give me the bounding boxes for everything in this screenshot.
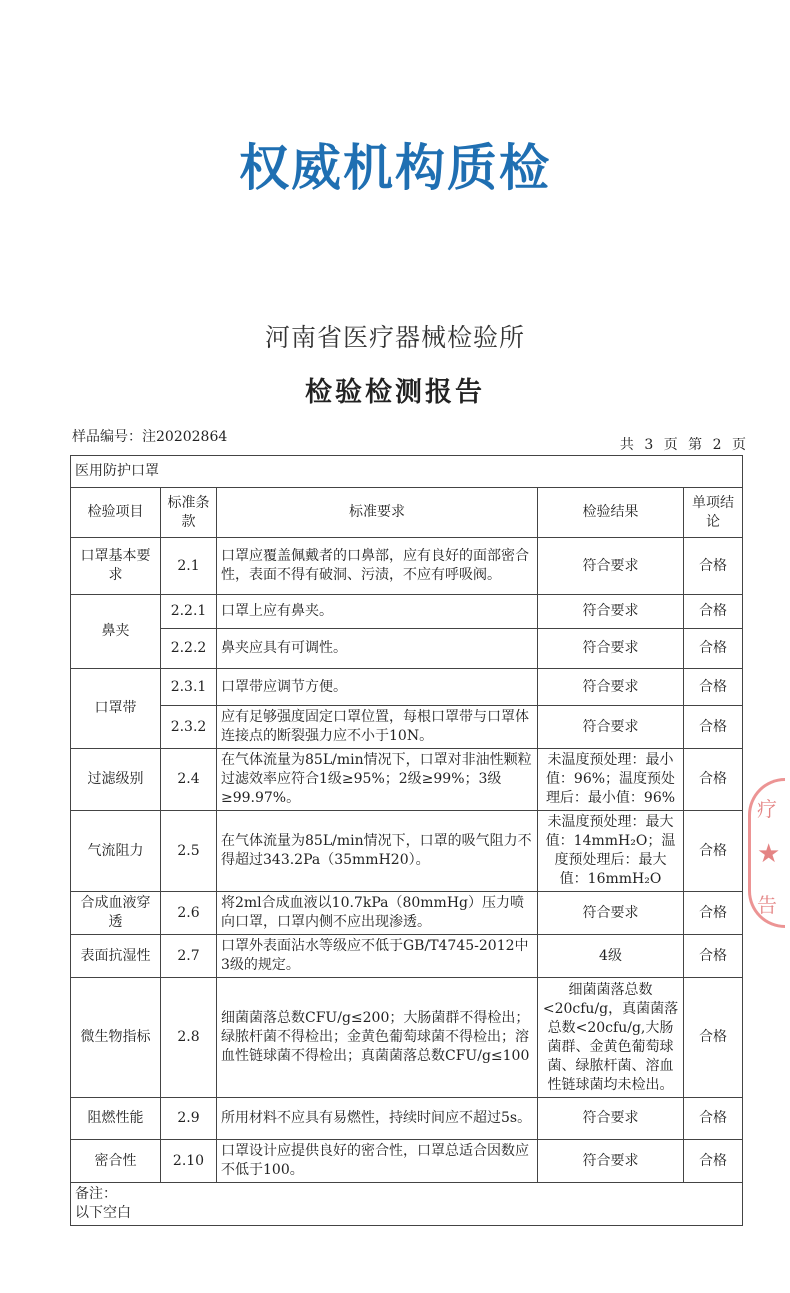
inspection-table: [70, 455, 743, 1226]
table-row: [71, 935, 743, 978]
item-cell: 合成血液穿透: [71, 892, 161, 935]
requirement-cell: 口罩设计应提供良好的密合性，口罩总适合因数应不低于100。: [217, 1140, 538, 1183]
result-cell: 未温度预处理：最小值：96%；温度预处理后：最小值：96%: [538, 749, 684, 811]
banner-title: 权威机构质检: [239, 139, 551, 197]
table-row: [71, 595, 743, 629]
note-label: 备注：: [75, 1186, 117, 1202]
organization-name: 河南省医疗器械检验所: [264, 323, 525, 352]
verdict-cell: 合格: [684, 538, 743, 595]
requirement-cell: 将2ml合成血液以10.7kPa（80mmHg）压力喷向口罩，口罩内侧不应出现渗透。: [217, 892, 538, 935]
verdict-cell: 合格: [684, 1098, 743, 1140]
requirement-cell: 口罩应覆盖佩戴者的口鼻部，应有良好的面部密合性，表面不得有破洞、污渍，不应有呼吸阀。: [217, 538, 538, 595]
product-name: 医用防护口罩: [71, 456, 743, 488]
result-cell: 4级: [538, 935, 684, 978]
result-cell: 符合要求: [538, 892, 684, 935]
header-clause: 标准条款: [161, 488, 217, 538]
header-verdict: 单项结论: [684, 488, 743, 538]
item-cell: 气流阻力: [71, 811, 161, 892]
result-cell: 符合要求: [538, 706, 684, 749]
requirement-cell: 口罩带应调节方便。: [217, 669, 538, 706]
result-cell: 符合要求: [538, 1098, 684, 1140]
table-row: [71, 629, 743, 669]
header-item: 检验项目: [71, 488, 161, 538]
clause-cell: 2.3.1: [161, 669, 217, 706]
requirement-cell: 在气体流量为85L/min情况下，口罩的吸气阻力不得超过343.2Pa（35mmH20）。: [217, 811, 538, 892]
result-cell: 细菌菌落总数<20cfu/g，真菌菌落总数<20cfu/g,大肠菌群、金黄色葡萄球菌、绿脓杆菌、溶血性链球菌均未检出。: [538, 978, 684, 1098]
item-cell: 过滤级别: [71, 749, 161, 811]
result-cell: 未温度预处理：最大值：14mmH₂O；温度预处理后：最大值：16mmH₂O: [538, 811, 684, 892]
item-cell: 表面抗湿性: [71, 935, 161, 978]
note-text: 以下空白: [75, 1205, 131, 1221]
verdict-cell: 合格: [684, 978, 743, 1098]
table-row: [71, 1140, 743, 1183]
table-row: [71, 1098, 743, 1140]
verdict-cell: 合格: [684, 811, 743, 892]
item-cell: 口罩带: [71, 669, 161, 749]
table-row: [71, 978, 743, 1098]
verdict-cell: 合格: [684, 706, 743, 749]
result-cell: 符合要求: [538, 629, 684, 669]
requirement-cell: 所用材料不应具有易燃性，持续时间应不超过5s。: [217, 1098, 538, 1140]
table-row: [71, 669, 743, 706]
clause-cell: 2.2.1: [161, 595, 217, 629]
table-row: [71, 749, 743, 811]
result-cell: 符合要求: [538, 595, 684, 629]
clause-cell: 2.1: [161, 538, 217, 595]
verdict-cell: 合格: [684, 1140, 743, 1183]
requirement-cell: 在气体流量为85L/min情况下，口罩对非油性颗粒过滤效率应符合1级≥95%；2级≥99%；3级≥99.97%。: [217, 749, 538, 811]
verdict-cell: 合格: [684, 669, 743, 706]
requirement-cell: 细菌菌落总数CFU/g≤200；大肠菌群不得检出；绿脓杆菌不得检出；金黄色葡萄球菌不得检出；溶血性链球菌不得检出；真菌菌落总数CFU/g≤100: [217, 978, 538, 1098]
table-row: [71, 538, 743, 595]
result-cell: 符合要求: [538, 538, 684, 595]
report-title: 检验检测报告: [305, 377, 485, 408]
item-cell: 口罩基本要求: [71, 538, 161, 595]
clause-cell: 2.4: [161, 749, 217, 811]
item-cell: 鼻夹: [71, 595, 161, 669]
header-row: [71, 488, 743, 538]
sample-number: 样品编号：注20202864: [72, 429, 228, 445]
item-cell: 微生物指标: [71, 978, 161, 1098]
clause-cell: 2.2.2: [161, 629, 217, 669]
page-indicator: 共 3 页 第 2 页: [619, 437, 746, 453]
requirement-cell: 应有足够强度固定口罩位置，每根口罩带与口罩体连接点的断裂强力应不小于10N。: [217, 706, 538, 749]
item-cell: 阻燃性能: [71, 1098, 161, 1140]
clause-cell: 2.8: [161, 978, 217, 1098]
requirement-cell: 鼻夹应具有可调性。: [217, 629, 538, 669]
result-cell: 符合要求: [538, 1140, 684, 1183]
note-cell: [71, 1183, 743, 1226]
clause-cell: 2.9: [161, 1098, 217, 1140]
table-row: [71, 892, 743, 935]
item-cell: 密合性: [71, 1140, 161, 1183]
table-row: [71, 706, 743, 749]
clause-cell: 2.3.2: [161, 706, 217, 749]
verdict-cell: 合格: [684, 749, 743, 811]
verdict-cell: 合格: [684, 892, 743, 935]
clause-cell: 2.7: [161, 935, 217, 978]
clause-cell: 2.5: [161, 811, 217, 892]
table-row: [71, 811, 743, 892]
result-cell: 符合要求: [538, 669, 684, 706]
red-seal-stamp: 疗 ★ 告: [748, 778, 785, 928]
clause-cell: 2.6: [161, 892, 217, 935]
verdict-cell: 合格: [684, 595, 743, 629]
verdict-cell: 合格: [684, 629, 743, 669]
requirement-cell: 口罩外表面沾水等级应不低于GB/T4745-2012中3级的规定。: [217, 935, 538, 978]
requirement-cell: 口罩上应有鼻夹。: [217, 595, 538, 629]
clause-cell: 2.10: [161, 1140, 217, 1183]
verdict-cell: 合格: [684, 935, 743, 978]
header-requirement: 标准要求: [217, 488, 538, 538]
header-result: 检验结果: [538, 488, 684, 538]
